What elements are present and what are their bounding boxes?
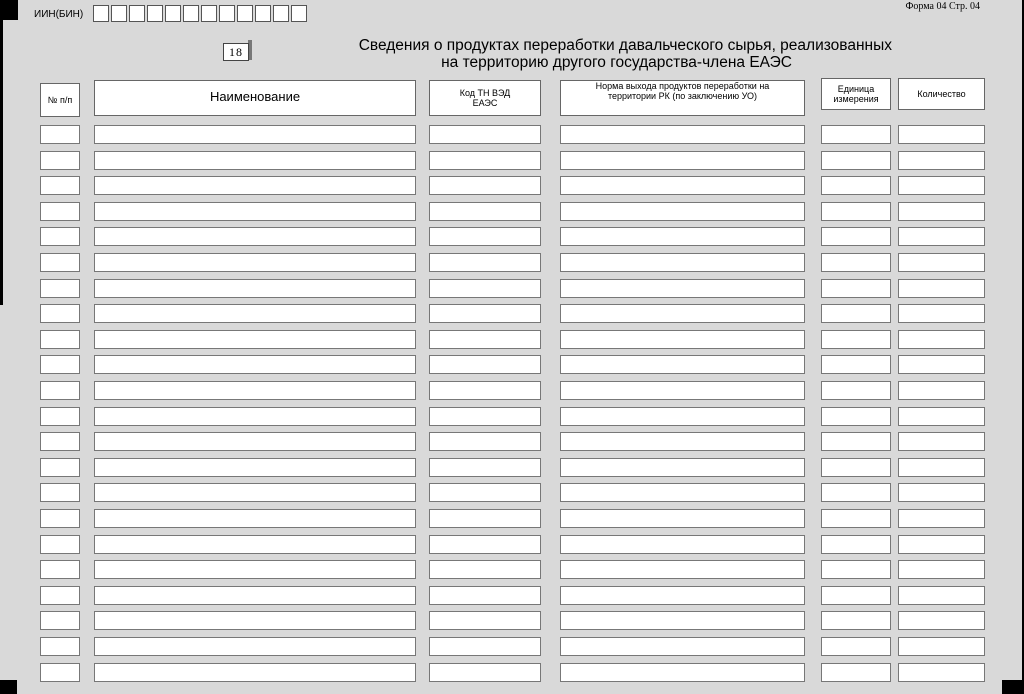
- cell-quantity[interactable]: [898, 330, 985, 349]
- cell-norm[interactable]: [560, 509, 805, 528]
- cell-code[interactable]: [429, 304, 541, 323]
- cell-code[interactable]: [429, 381, 541, 400]
- cell-unit[interactable]: [821, 304, 891, 323]
- iin-digit-box[interactable]: [291, 5, 307, 22]
- cell-unit[interactable]: [821, 407, 891, 426]
- cell-quantity[interactable]: [898, 483, 985, 502]
- cell-code[interactable]: [429, 560, 541, 579]
- cell-number[interactable]: [40, 663, 80, 682]
- cell-number[interactable]: [40, 176, 80, 195]
- cell-quantity[interactable]: [898, 227, 985, 246]
- cell-name[interactable]: [94, 407, 416, 426]
- cell-number[interactable]: [40, 227, 80, 246]
- cell-name[interactable]: [94, 432, 416, 451]
- cell-norm[interactable]: [560, 253, 805, 272]
- cell-quantity[interactable]: [898, 432, 985, 451]
- cell-quantity[interactable]: [898, 637, 985, 656]
- cell-code[interactable]: [429, 279, 541, 298]
- cell-quantity[interactable]: [898, 176, 985, 195]
- cell-quantity[interactable]: [898, 586, 985, 605]
- column-header-norm: Норма выхода продуктов переработки на территории РК (по заключению УО): [560, 80, 805, 116]
- cell-code[interactable]: [429, 407, 541, 426]
- cell-unit[interactable]: [821, 663, 891, 682]
- cell-code[interactable]: [429, 663, 541, 682]
- cell-number[interactable]: [40, 407, 80, 426]
- iin-label: ИИН(БИН): [34, 9, 84, 20]
- corner-marker-top-left: [0, 0, 18, 20]
- section-title-line-2: на территорию другого государства-члена ЕАЭС: [441, 54, 792, 71]
- cell-norm[interactable]: [560, 202, 805, 221]
- cell-norm[interactable]: [560, 125, 805, 144]
- cell-norm[interactable]: [560, 458, 805, 477]
- iin-digit-box[interactable]: [219, 5, 235, 22]
- cell-code[interactable]: [429, 330, 541, 349]
- cell-number[interactable]: [40, 381, 80, 400]
- iin-digit-box[interactable]: [183, 5, 199, 22]
- cell-name[interactable]: [94, 560, 416, 579]
- cell-name[interactable]: [94, 509, 416, 528]
- cell-quantity[interactable]: [898, 663, 985, 682]
- cell-number[interactable]: [40, 458, 80, 477]
- cell-number[interactable]: [40, 304, 80, 323]
- cell-code[interactable]: [429, 483, 541, 502]
- column-header-quantity: Количество: [898, 78, 985, 110]
- section-title-line-1: Сведения о продуктах переработки давальческого сырья, реализованных: [358, 37, 892, 54]
- cell-unit[interactable]: [821, 279, 891, 298]
- cell-unit[interactable]: [821, 355, 891, 374]
- cell-code[interactable]: [429, 202, 541, 221]
- cell-name[interactable]: [94, 355, 416, 374]
- cell-unit[interactable]: [821, 151, 891, 170]
- cell-code[interactable]: [429, 151, 541, 170]
- cell-number[interactable]: [40, 253, 80, 272]
- cell-number[interactable]: [40, 355, 80, 374]
- cell-unit[interactable]: [821, 637, 891, 656]
- cell-norm[interactable]: [560, 279, 805, 298]
- cell-norm[interactable]: [560, 355, 805, 374]
- cell-number[interactable]: [40, 586, 80, 605]
- iin-digit-box[interactable]: [201, 5, 217, 22]
- cell-name[interactable]: [94, 381, 416, 400]
- cell-quantity[interactable]: [898, 560, 985, 579]
- cell-name[interactable]: [94, 279, 416, 298]
- iin-digit-box[interactable]: [93, 5, 109, 22]
- cell-quantity[interactable]: [898, 535, 985, 554]
- cell-quantity[interactable]: [898, 253, 985, 272]
- column-header-number: № п/п: [40, 83, 80, 117]
- cell-number[interactable]: [40, 151, 80, 170]
- cell-code[interactable]: [429, 509, 541, 528]
- cell-code[interactable]: [429, 253, 541, 272]
- cell-name[interactable]: [94, 586, 416, 605]
- cell-name[interactable]: [94, 202, 416, 221]
- cell-number[interactable]: [40, 560, 80, 579]
- cell-unit[interactable]: [821, 202, 891, 221]
- cell-quantity[interactable]: [898, 125, 985, 144]
- cell-unit[interactable]: [821, 432, 891, 451]
- cell-unit[interactable]: [821, 535, 891, 554]
- cell-name[interactable]: [94, 125, 416, 144]
- cell-number[interactable]: [40, 509, 80, 528]
- corner-marker-bottom-left: [0, 680, 17, 694]
- cell-code[interactable]: [429, 611, 541, 630]
- cell-norm[interactable]: [560, 407, 805, 426]
- cell-number[interactable]: [40, 432, 80, 451]
- cell-unit[interactable]: [821, 176, 891, 195]
- column-header-unit: Единица измерения: [821, 78, 891, 110]
- cell-quantity[interactable]: [898, 381, 985, 400]
- cell-norm[interactable]: [560, 304, 805, 323]
- cell-norm[interactable]: [560, 227, 805, 246]
- column-header-code: Код ТН ВЭД ЕАЭС: [429, 80, 541, 116]
- cell-quantity[interactable]: [898, 304, 985, 323]
- cell-code[interactable]: [429, 637, 541, 656]
- cell-code[interactable]: [429, 176, 541, 195]
- cell-unit[interactable]: [821, 483, 891, 502]
- section-title: [270, 37, 892, 71]
- cell-number[interactable]: [40, 483, 80, 502]
- cell-norm[interactable]: [560, 637, 805, 656]
- iin-input-group[interactable]: [93, 5, 309, 22]
- cell-quantity[interactable]: [898, 509, 985, 528]
- cell-name[interactable]: [94, 253, 416, 272]
- iin-digit-box[interactable]: [165, 5, 181, 22]
- cell-unit[interactable]: [821, 227, 891, 246]
- cell-code[interactable]: [429, 432, 541, 451]
- cell-quantity[interactable]: [898, 458, 985, 477]
- cell-norm[interactable]: [560, 535, 805, 554]
- cell-number[interactable]: [40, 611, 80, 630]
- cell-quantity[interactable]: [898, 407, 985, 426]
- cell-unit[interactable]: [821, 330, 891, 349]
- cell-name[interactable]: [94, 176, 416, 195]
- cell-norm[interactable]: [560, 330, 805, 349]
- cell-number[interactable]: [40, 202, 80, 221]
- cell-quantity[interactable]: [898, 355, 985, 374]
- iin-digit-box[interactable]: [147, 5, 163, 22]
- cell-name[interactable]: [94, 458, 416, 477]
- cell-norm[interactable]: [560, 176, 805, 195]
- cell-norm[interactable]: [560, 381, 805, 400]
- cell-number[interactable]: [40, 330, 80, 349]
- cell-name[interactable]: [94, 151, 416, 170]
- iin-digit-box[interactable]: [129, 5, 145, 22]
- cell-norm[interactable]: [560, 432, 805, 451]
- cell-number[interactable]: [40, 279, 80, 298]
- left-edge-bar: [0, 20, 3, 305]
- cell-unit[interactable]: [821, 560, 891, 579]
- cell-code[interactable]: [429, 586, 541, 605]
- cell-unit[interactable]: [821, 458, 891, 477]
- cell-norm[interactable]: [560, 611, 805, 630]
- cell-quantity[interactable]: [898, 279, 985, 298]
- cell-norm[interactable]: [560, 586, 805, 605]
- corner-marker-bottom-right: [1002, 680, 1022, 694]
- cell-norm[interactable]: [560, 560, 805, 579]
- cell-name[interactable]: [94, 227, 416, 246]
- cell-unit[interactable]: [821, 509, 891, 528]
- cell-number[interactable]: [40, 637, 80, 656]
- cell-name[interactable]: [94, 663, 416, 682]
- cell-name[interactable]: [94, 330, 416, 349]
- cell-number[interactable]: [40, 125, 80, 144]
- cell-unit[interactable]: [821, 586, 891, 605]
- cell-unit[interactable]: [821, 125, 891, 144]
- cell-name[interactable]: [94, 611, 416, 630]
- iin-digit-box[interactable]: [111, 5, 127, 22]
- cell-code[interactable]: [429, 355, 541, 374]
- iin-digit-box[interactable]: [273, 5, 289, 22]
- cell-quantity[interactable]: [898, 151, 985, 170]
- cell-quantity[interactable]: [898, 611, 985, 630]
- cell-unit[interactable]: [821, 381, 891, 400]
- cell-unit[interactable]: [821, 611, 891, 630]
- cell-quantity[interactable]: [898, 202, 985, 221]
- cell-name[interactable]: [94, 535, 416, 554]
- cell-code[interactable]: [429, 535, 541, 554]
- cell-norm[interactable]: [560, 663, 805, 682]
- column-header-name: Наименование: [94, 80, 416, 116]
- cell-norm[interactable]: [560, 483, 805, 502]
- cell-unit[interactable]: [821, 253, 891, 272]
- cell-norm[interactable]: [560, 151, 805, 170]
- cell-code[interactable]: [429, 227, 541, 246]
- cell-name[interactable]: [94, 483, 416, 502]
- cell-name[interactable]: [94, 304, 416, 323]
- section-number: 18: [223, 43, 249, 61]
- iin-digit-box[interactable]: [237, 5, 253, 22]
- cell-code[interactable]: [429, 125, 541, 144]
- cell-code[interactable]: [429, 458, 541, 477]
- form-code: Форма 04 Стр. 04: [905, 1, 980, 12]
- cell-number[interactable]: [40, 535, 80, 554]
- iin-digit-box[interactable]: [255, 5, 271, 22]
- cell-name[interactable]: [94, 637, 416, 656]
